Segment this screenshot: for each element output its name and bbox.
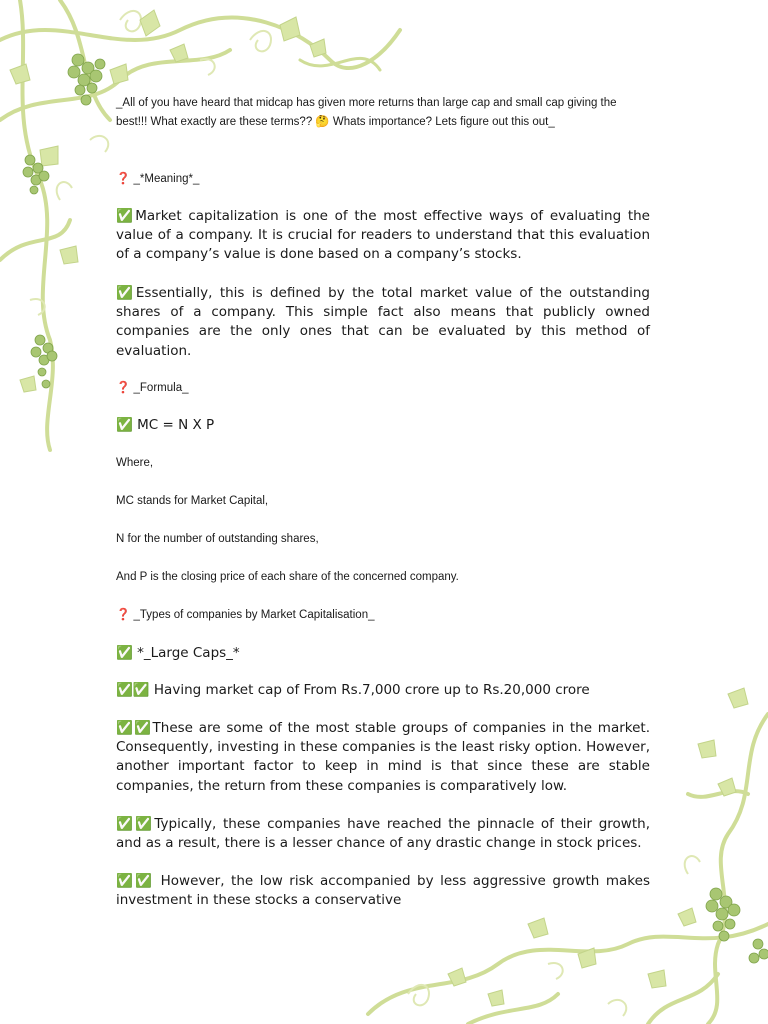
meaning-paragraph-1: ✅Market capitalization is one of the most effective ways of evaluating the value of a company. It is crucial for readers to understand that this evaluation of a company’s value is done based on a company’s stocks. <box>116 208 650 263</box>
large-caps-paragraph-4: ✅✅ However, the low risk accompanied by less aggressive growth makes investment in these stocks a conservative <box>116 873 650 909</box>
large-caps-paragraph-2: ✅✅These are some of the most stable groups of companies in the market. Consequently, investing in these companies is the least risky option. However, another important factor to keep in mind is that since these are stable companies, the return from these companies is comparatively low. <box>116 720 650 794</box>
large-caps-heading: ✅ *_Large Caps_* <box>116 645 240 661</box>
formula-heading: ❓ _Formula_ <box>116 382 189 394</box>
formula-line: ✅ MC = N X P <box>116 417 215 433</box>
large-caps-paragraph-1: ✅✅ Having market cap of From Rs.7,000 crore up to Rs.20,000 crore <box>116 682 590 698</box>
definition-p: And P is the closing price of each share of the concerned company. <box>116 571 459 583</box>
large-caps-paragraph-3: ✅✅Typically, these companies have reached the pinnacle of their growth, and as a result, there is a lesser chance of any drastic change in stock prices. <box>116 816 650 852</box>
meaning-paragraph-2: ✅Essentially, this is defined by the total market value of the outstanding shares of a company. This simple fact also means that publicly owned companies are the only ones that can be evaluated by this method of evaluation. <box>116 285 650 359</box>
definition-n: N for the number of outstanding shares, <box>116 533 319 545</box>
where-label: Where, <box>116 457 154 469</box>
intro-paragraph: _All of you have heard that midcap has given more returns than large cap and small cap giving the best!!! What exactly are these terms?? 🤔 Whats importance? Lets figure out this out_ <box>116 97 617 128</box>
types-heading: ❓ _Types of companies by Market Capitalisation_ <box>116 609 375 621</box>
meaning-heading: ❓ _*Meaning*_ <box>116 173 200 185</box>
definition-mc: MC stands for Market Capital, <box>116 495 269 507</box>
